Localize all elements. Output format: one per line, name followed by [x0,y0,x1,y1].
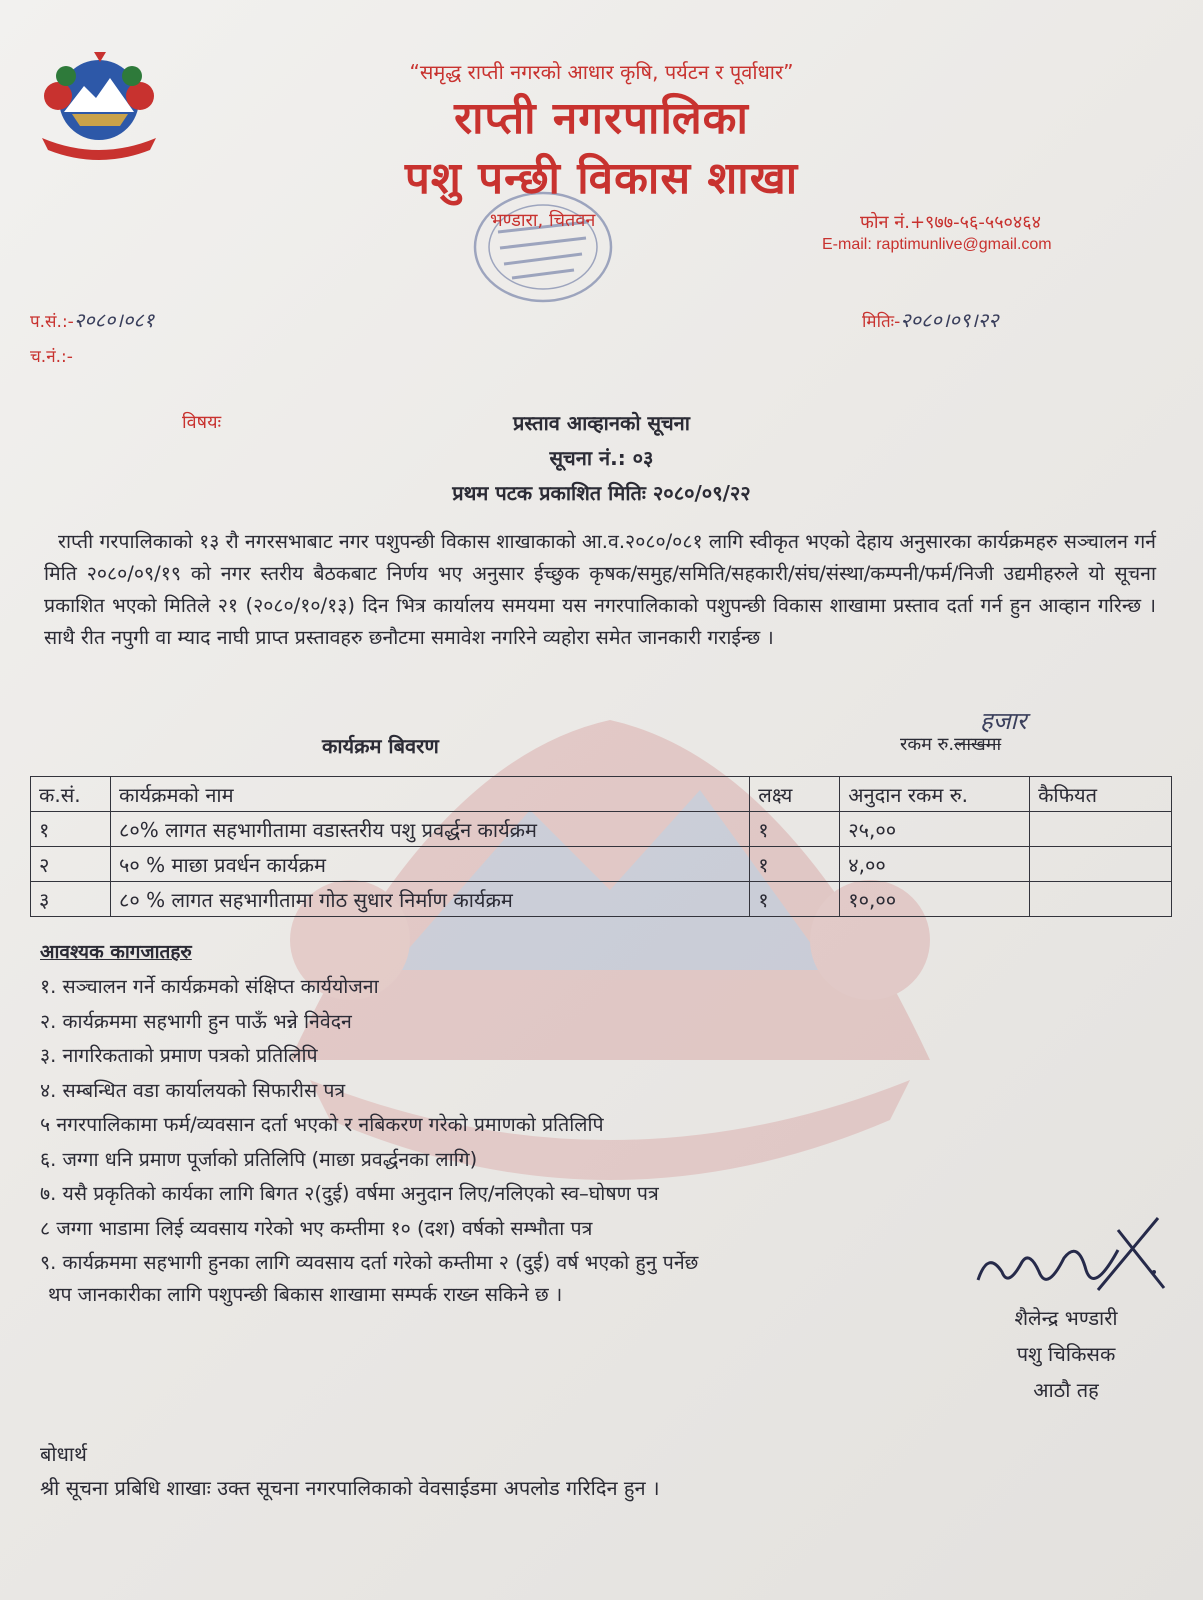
signatory-designation: पशु चिकिसक [1016,1342,1116,1366]
list-item: २. कार्यक्रममा सहभागी हुन पाऊँ भन्ने निवेदन [40,1009,352,1033]
phone-number: फोन नं.+९७७-५६-५५०४६४ [860,212,1041,233]
dispatch-number-label: च.नं.:- [30,347,73,367]
list-item: १. सञ्चालन गर्ने कार्यक्रमको संक्षिप्त कार्ययोजना [40,975,379,998]
cell-name: ८०% लागत सहभागीतामा वडास्तरीय पशु प्रवर्द्धन कार्यक्रम [110,812,749,847]
table-header-row [31,777,1172,812]
cell-amount: २५,०० [840,812,1030,847]
notice-title: प्रस्ताव आव्हानको सूचना [513,411,690,435]
handwritten-signature [968,1210,1168,1310]
subject-label: विषयः [182,412,222,433]
cc-text: श्री सूचना प्रबिधि शाखाः उक्त सूचना नगरपालिकाको वेवसाईडमा अपलोड गरिदिन हुन । [40,1476,660,1500]
cell-remarks [1030,812,1172,847]
slogan: “समृद्ध राप्ती नगरको आधार कृषि, पर्यटन र पूर्वाधार” [409,60,794,84]
letter-date [862,306,999,333]
cell-name: ५० % माछा प्रवर्धन कार्यक्रम [110,847,749,882]
programs-table [30,776,1172,917]
list-item: ७. यसै प्रकृतिको कार्यका लागि बिगत २(दुई) वर्षमा अनुदान लिए/नलिएको स्व–घोषण पत्र [40,1182,659,1205]
amount-caption-struck: लाखमा [954,734,1002,755]
column-header-target: लक्ष्य [750,777,840,812]
cell-name: ८० % लागत सहभागीतामा गोठ सुधार निर्माण कार्यक्रम [110,882,749,917]
cell-remarks [1030,882,1172,917]
programs-caption: कार्यक्रम बिवरण [322,734,439,758]
cell-remarks [1030,847,1172,882]
list-item: ९. कार्यक्रममा सहभागी हुनका लागि व्यवसाय दर्ता गरेको कम्तीमा २ (दुई) वर्ष भएको हुनु पर्नेछ [40,1251,699,1274]
amount-caption-prefix: रकम रु. [900,734,955,755]
table-row [31,847,1172,882]
column-header-amount: अनुदान रकम रु. [840,777,1030,812]
ps-value: २०८०।०८१ [73,308,155,332]
notice-published-date: प्रथम पटक प्रकाशित मितिः २०८०/०९/२२ [452,481,751,505]
column-header-name: कार्यक्रमको नाम [110,777,749,812]
table-row [31,812,1172,847]
reference-number [30,306,154,333]
cell-target: १ [750,882,840,917]
contact-footnote: थप जानकारीका लागि पशुपन्छी बिकास शाखामा सम्पर्क राख्न सकिने छ । [48,1283,563,1306]
signatory-level: आठौ तह [1033,1378,1099,1402]
date-label: मितिः- [862,312,901,332]
column-header-sn: क.सं. [31,777,111,812]
cell-sn: २ [31,847,111,882]
cell-amount: ४,०० [840,847,1030,882]
signatory-name: शैलेन्द्र भण्डारी [1014,1306,1118,1330]
required-documents-heading: आवश्यक कागजातहरु [40,941,192,963]
office-name: राप्ती नगरपालिका [454,93,749,144]
date-value: २०८०।०९।२२ [900,308,999,332]
column-header-remarks: कैफियत [1030,777,1172,812]
list-item: ८ जग्गा भाडामा लिई व्यवसाय गरेको भए कम्तीमा १० (दश) वर्षको सम्भौता पत्र [40,1216,593,1240]
required-documents-list [40,970,698,1281]
cell-target: १ [750,847,840,882]
list-item: ४. सम्बन्धित वडा कार्यालयको सिफारीस पत्र [40,1078,346,1102]
cell-target: १ [750,812,840,847]
amount-unit-handwritten: हजार [980,707,1027,735]
list-item: ३. नागरिकताको प्रमाण पत्रको प्रतिलिपि [40,1044,318,1067]
notice-number: सूचना नं.: ०३ [549,446,654,470]
list-item: ६. जग्गा धनि प्रमाण पूर्जाको प्रतिलिपि (माछा प्रवर्द्धनका लागि) [40,1147,478,1171]
list-item: ५ नगरपालिकामा फर्म/व्यवसान दर्ता भएको र नबिकरण गरेको प्रमाणको प्रतिलिपि [40,1113,604,1136]
notice-body-paragraph: राप्ती गरपालिकाको १३ रौ नगरसभाबाट नगर पशुपन्छी विकास शाखाकाको आ.व.२०८०/०८१ लागि स्वीकृत भएको देहाय अनुसारका कार्यक्रमहरु सञ्चालन गर्न मिति २०८०/०९/१९ को नगर स्तरीय बैठकबाट निर्णय भए अनुसार ईच्छुक कृषक/समुह/समिति/सहकारी/संघ/संस्था/कम्पनी/फर्म/निजी उद्यमीहरुले यो सूचना प्रकाशित भएको मितिले २१ (२०८०/१०/१३) दिन भित्र कार्यालय समयमा यस नगरपालिकाको पशुपन्छी विकास शाखामा प्रस्ताव दर्ता गर्न हुन आव्हान गरिन्छ । साथै रीत नपुगी वा म्याद नाघी प्राप्त प्रस्तावहरु छनौटमा समावेश नगरिने व्यहोरा समेत जानकारी गराईन्छ । [44,530,1156,649]
office-address: भण्डारा, चितवन [490,210,596,231]
cell-sn: ३ [31,882,111,917]
ps-label: प.सं.:- [30,312,74,332]
table-row [31,882,1172,917]
signatory-block [976,1300,1156,1408]
branch-name: पशु पन्छी विकास शाखा [404,153,799,204]
cell-sn: १ [31,812,111,847]
notice-heading [0,406,1203,511]
email-address: E-mail: raptimunlive@gmail.com [822,236,1052,253]
amount-caption [900,732,1001,756]
cell-amount: १०,०० [840,882,1030,917]
cc-label: बोधार्थ [40,1442,87,1466]
